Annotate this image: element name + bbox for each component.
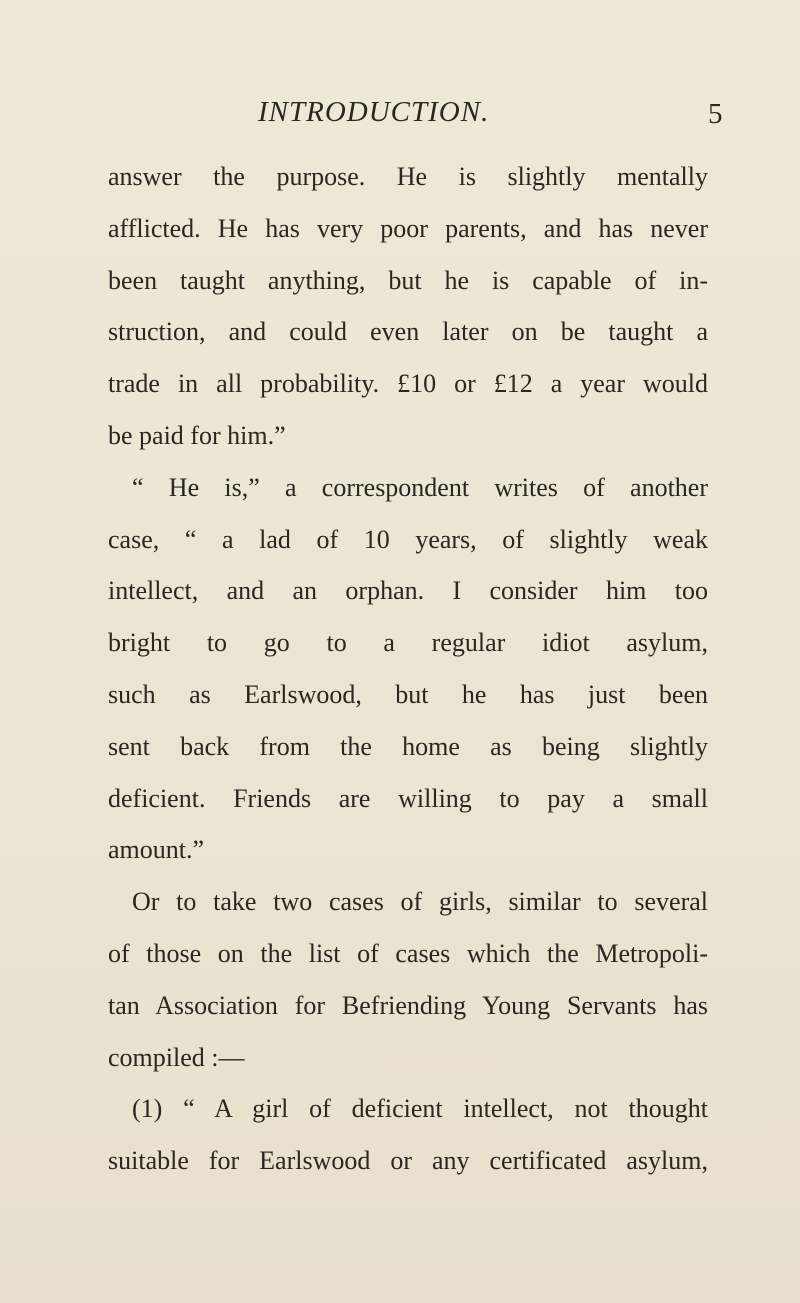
text-line: compiled :— — [108, 1042, 245, 1072]
text-line: trade in all probability. £10 or £12 a year would — [108, 369, 708, 399]
text-line: intellect, and an orphan. I consider him too — [108, 576, 708, 606]
text-line: (1) “ A girl of deficient intellect, not thought — [132, 1094, 708, 1124]
text-line: deficient. Friends are willing to pay a small — [108, 783, 708, 813]
text-line: bright to go to a regular idiot asylum, — [108, 628, 708, 658]
running-head — [0, 96, 800, 136]
text-line: case, “ a lad of 10 years, of slightly weak — [108, 524, 708, 554]
text-line: “ He is,” a correspondent writes of another — [132, 472, 708, 502]
text-line: amount.” — [108, 835, 205, 865]
text-line: such as Earlswood, but he has just been — [108, 679, 708, 709]
page-number: 5 — [708, 98, 723, 130]
text-line: suitable for Earlswood or any certificated asylum, — [108, 1146, 708, 1176]
text-body — [108, 151, 708, 1187]
text-line: of those on the list of cases which the Metropoli- — [108, 938, 708, 968]
text-line: struction, and could even later on be taught a — [108, 317, 708, 347]
text-line: tan Association for Befriending Young Servants has — [108, 990, 708, 1020]
text-line: afflicted. He has very poor parents, and has never — [108, 213, 708, 243]
text-line: been taught anything, but he is capable of in- — [108, 265, 708, 295]
text-line: answer the purpose. He is slightly mentally — [108, 162, 708, 191]
text-line: sent back from the home as being slightly — [108, 731, 708, 761]
running-title: INTRODUCTION. — [258, 96, 490, 128]
text-line: be paid for him.” — [108, 420, 286, 450]
text-line: Or to take two cases of girls, similar to several — [132, 887, 708, 917]
